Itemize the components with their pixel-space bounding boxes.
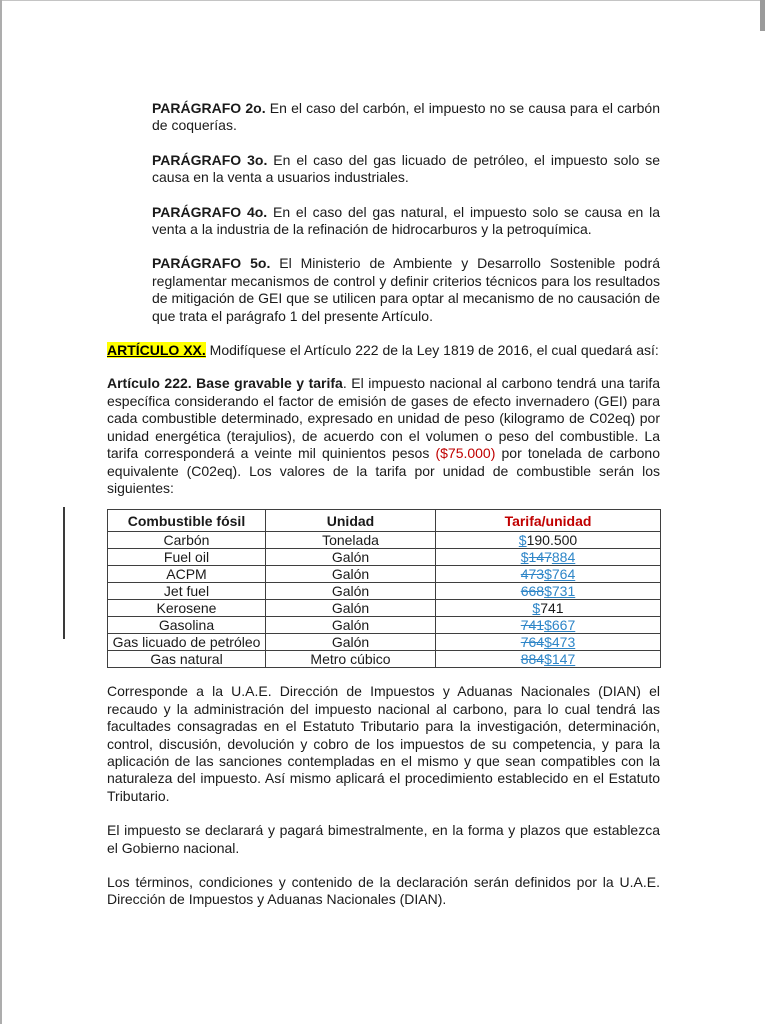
cell-combustible: Gas natural xyxy=(108,651,266,668)
cell-combustible: ACPM xyxy=(108,566,266,583)
table-row xyxy=(108,651,661,668)
table-row xyxy=(108,549,661,566)
cell-combustible: Kerosene xyxy=(108,600,266,617)
articulo-222-text-1: . El impuesto nacional al carbono tendrá una tarifa específica considerando el factor de emisión de gases de efecto invernadero (GEI) para cada combustible determinado, expresado en unidad de peso (kilogramo de C02eq) por unidad energética (terajulios), de acuerdo con el volumen o peso del combustible. La tarifa corresponderá a veinte mil quinientos pesos xyxy=(107,375,660,462)
cell-tarifa xyxy=(436,532,661,549)
tarifa-segment-ins: $473 xyxy=(544,634,576,651)
tarifa-segment-plain: 190.500 xyxy=(526,532,578,549)
paragrafo-5-text: El Ministerio de Ambiente y Desarrollo Sostenible podrá reglamentar mecanismos de control y definir criterios técnicos para los resultados de mitigación de GEI que se utilicen para optar al mecanismo de no causación de que trata el parágrafo 1 del presente Artículo. xyxy=(152,255,660,324)
scrollbar-thumb[interactable] xyxy=(760,0,765,31)
articulo-xx-line xyxy=(107,342,660,359)
articulo-xx-text: Modifíquese el Artículo 222 de la Ley 1819 de 2016, el cual quedará así: xyxy=(205,342,659,359)
tarifa-segment-plain: 741 xyxy=(540,600,564,617)
articulo-xx-highlight: ARTÍCULO XX. xyxy=(107,342,206,359)
cell-tarifa xyxy=(436,600,661,617)
tarifa-segment-ins: $ xyxy=(518,532,527,549)
cell-unidad: Galón xyxy=(266,583,436,600)
document-body xyxy=(107,100,660,926)
tarifa-segment-ins: $764 xyxy=(544,566,576,583)
header-combustible: Combustible fósil xyxy=(108,510,266,532)
cell-unidad: Metro cúbico xyxy=(266,651,436,668)
cell-combustible: Carbón xyxy=(108,532,266,549)
paragrafo-2-text: En el caso del carbón, el impuesto no se causa para el carbón de coquerías. xyxy=(152,100,660,134)
table-header-row xyxy=(108,510,661,532)
articulo-222-title: Artículo 222. Base gravable y tarifa xyxy=(107,375,343,392)
tarifa-segment-ins: $ xyxy=(520,549,529,566)
cell-combustible: Gasolina xyxy=(108,617,266,634)
paragrafo-2 xyxy=(152,100,660,135)
page-top-border xyxy=(0,0,765,1)
page-left-border xyxy=(0,0,2,1024)
paragrafo-5 xyxy=(152,255,660,325)
tarifa-segment-del: 668 xyxy=(520,583,545,600)
articulo-222-amount: ($75.000) xyxy=(435,445,496,462)
paragrafo-4-text: En el caso del gas natural, el impuesto solo se causa en la venta a la industria de la refinación de hidrocarburos y la petroquímica. xyxy=(152,203,660,238)
table-row xyxy=(108,566,661,583)
tarifa-table-body xyxy=(108,532,661,668)
header-unidad: Unidad xyxy=(266,510,436,532)
cell-tarifa xyxy=(436,651,661,668)
tarifa-segment-ins: $ xyxy=(532,600,541,617)
tarifa-segment-ins: $147 xyxy=(544,651,576,668)
paragrafo-4-label: PARÁGRAFO 4o. xyxy=(152,203,268,220)
tarifa-segment-del: 147 xyxy=(528,549,552,566)
tarifa-segment-del: 473 xyxy=(520,566,545,583)
tarifa-segment-del: 884 xyxy=(520,651,545,668)
paragrafo-2-label: PARÁGRAFO 2o. xyxy=(152,100,266,116)
paragrafo-3 xyxy=(152,152,660,187)
closing-paragraph-terminos: Los términos, condiciones y contenido de la declaración serán definidos por la U.A.E. Dirección de Impuestos y Aduanas Nacionales (DIAN). xyxy=(107,873,660,908)
header-tarifa: Tarifa/unidad xyxy=(436,510,661,532)
paragrafo-4 xyxy=(152,204,660,239)
closing-paragraph-dian: Corresponde a la U.A.E. Dirección de Impuestos y Aduanas Nacionales (DIAN) el recaudo y la administración del impuesto nacional al carbono, para lo cual tendrá las facultades consagradas en el Estatuto Tributario para la investigación, determinación, control, discusión, devolución y cobro de los impuestos de su competencia, y para la aplicación de las sanciones contempladas en el mismo y que sean compatibles con la naturaleza del impuesto. Así mismo aplicará el procedimiento establecido en el Estatuto Tributario. xyxy=(107,683,660,804)
cell-combustible: Gas licuado de petróleo xyxy=(108,634,266,651)
cell-tarifa xyxy=(436,583,661,600)
table-row xyxy=(108,634,661,651)
tarifa-segment-del: 764 xyxy=(520,634,545,651)
tarifa-segment-ins: $667 xyxy=(544,617,576,634)
articulo-222-paragraph xyxy=(107,375,660,497)
tarifa-segment-ins: $731 xyxy=(544,583,576,600)
cell-unidad: Galón xyxy=(266,600,436,617)
cell-unidad: Galón xyxy=(266,617,436,634)
tarifa-segment-del: 741 xyxy=(520,617,545,634)
cell-unidad: Galón xyxy=(266,549,436,566)
paragrafo-3-label: PARÁGRAFO 3o. xyxy=(152,151,268,168)
cell-tarifa xyxy=(436,566,661,583)
cell-unidad: Tonelada xyxy=(266,532,436,549)
paragrafo-5-label: PARÁGRAFO 5o. xyxy=(152,255,271,272)
cell-combustible: Jet fuel xyxy=(108,583,266,600)
revision-change-bar xyxy=(63,507,65,639)
closing-paragraph-bimestral: El impuesto se declarará y pagará bimestralmente, en la forma y plazos que establezca el Gobierno nacional. xyxy=(107,822,660,856)
articulo-222-text-2: por tonelada de carbono equivalente (C02eq). Los valores de la tarifa por unidad de combustible serán los siguientes: xyxy=(107,445,660,496)
cell-unidad: Galón xyxy=(266,566,436,583)
table-row xyxy=(108,617,661,634)
paragrafo-3-text: En el caso del gas licuado de petróleo, el impuesto solo se causa en la venta a usuarios industriales. xyxy=(152,151,660,186)
tarifa-table xyxy=(107,509,661,668)
cell-tarifa xyxy=(436,634,661,651)
cell-tarifa xyxy=(436,617,661,634)
table-row xyxy=(108,600,661,617)
cell-unidad: Galón xyxy=(266,634,436,651)
table-row xyxy=(108,583,661,600)
tarifa-segment-ins: 884 xyxy=(551,549,576,566)
table-row xyxy=(108,532,661,549)
cell-tarifa xyxy=(436,549,661,566)
cell-combustible: Fuel oil xyxy=(108,549,266,566)
